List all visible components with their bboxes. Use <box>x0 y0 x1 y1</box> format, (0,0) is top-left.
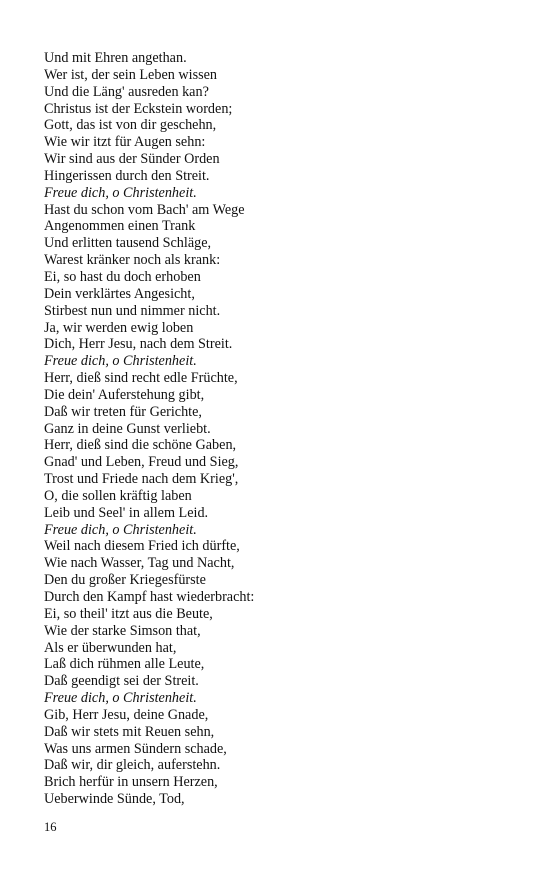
verse-line: Weil nach diesem Fried ich dürfte, <box>44 538 240 555</box>
verse-line: Gib, Herr Jesu, deine Gnade, <box>44 706 209 723</box>
verse-line: Daß wir, dir gleich, auferstehn. <box>44 757 221 774</box>
verse-line: Angenommen einen Trank <box>44 218 196 235</box>
verse-line: Wir sind aus der Sünder Orden <box>44 151 220 168</box>
verse-line: Dich, Herr Jesu, nach dem Streit. <box>44 336 233 353</box>
refrain-line: Freue dich, o Christenheit. <box>44 353 197 370</box>
verse-line: Laß dich rühmen alle Leute, <box>44 656 205 673</box>
refrain-line: Freue dich, o Christenheit. <box>44 690 197 707</box>
verse-line: Und erlitten tausend Schläge, <box>44 235 212 252</box>
verse-line: O, die sollen kräftig laben <box>44 487 192 504</box>
verse-line: Herr, dieß sind die schöne Gaben, <box>44 437 237 454</box>
verse-line: Und die Läng' ausreden kan? <box>44 83 209 100</box>
verse-line: Wie wir itzt für Augen sehn: <box>44 134 206 151</box>
verse-line: Durch den Kampf hast wiederbracht: <box>44 589 255 605</box>
verse-line: Hingerissen durch den Streit. <box>44 167 210 184</box>
verse-line: Ei, so theil' itzt aus die Beute, <box>44 605 213 622</box>
verse-line: Ja, wir werden ewig loben <box>44 319 194 336</box>
verse-line: Hast du schon vom Bach' am Wege <box>44 201 245 218</box>
verse-line: Wer ist, der sein Leben wissen <box>44 66 217 83</box>
verse-line: Leib und Seel' in allem Leid. <box>44 504 209 521</box>
verse-line: Wie der starke Simson that, <box>44 622 201 639</box>
verse-line: Ganz in deine Gunst verliebt. <box>44 420 211 437</box>
verse-line: Daß wir stets mit Reuen sehn, <box>44 723 215 740</box>
verse-line: Den du großer Kriegesfürste <box>44 572 206 589</box>
verse-line: Gott, das ist von dir geschehn, <box>44 117 217 134</box>
verse-line: Trost und Friede nach dem Krieg', <box>44 471 239 488</box>
verse-line: Dein verklärtes Angesicht, <box>44 285 195 302</box>
verse-line: Daß wir treten für Gerichte, <box>44 403 202 420</box>
verse-line: Herr, dieß sind recht edle Früchte, <box>44 370 238 387</box>
verse-line: Brich herfür in unsern Herzen, <box>44 774 218 791</box>
verse-line: Was uns armen Sündern schade, <box>44 740 227 757</box>
verse-line: Ei, so hast du doch erhoben <box>44 268 201 285</box>
page-number: 16 <box>44 820 57 834</box>
verse-line: Und mit Ehren angethan. <box>44 50 187 66</box>
verse-line: Warest kränker noch als krank: <box>44 252 221 269</box>
refrain-line: Freue dich, o Christenheit. <box>44 184 197 201</box>
verse-line: Daß geendigt sei der Streit. <box>44 673 199 690</box>
verse-line: Gnad' und Leben, Freud und Sieg, <box>44 454 239 471</box>
refrain-line: Freue dich, o Christenheit. <box>44 521 197 538</box>
verse-line: Ueberwinde Sünde, Tod, <box>44 791 185 808</box>
verse-line: Stirbest nun und nimmer nicht. <box>44 302 221 319</box>
verse-line: Als er überwunden hat, <box>44 639 177 656</box>
verse-line: Die dein' Auferstehung gibt, <box>44 386 205 403</box>
poem-text <box>44 50 524 808</box>
verse-line: Wie nach Wasser, Tag und Nacht, <box>44 555 235 572</box>
verse-line: Christus ist der Eckstein worden; <box>44 100 233 117</box>
